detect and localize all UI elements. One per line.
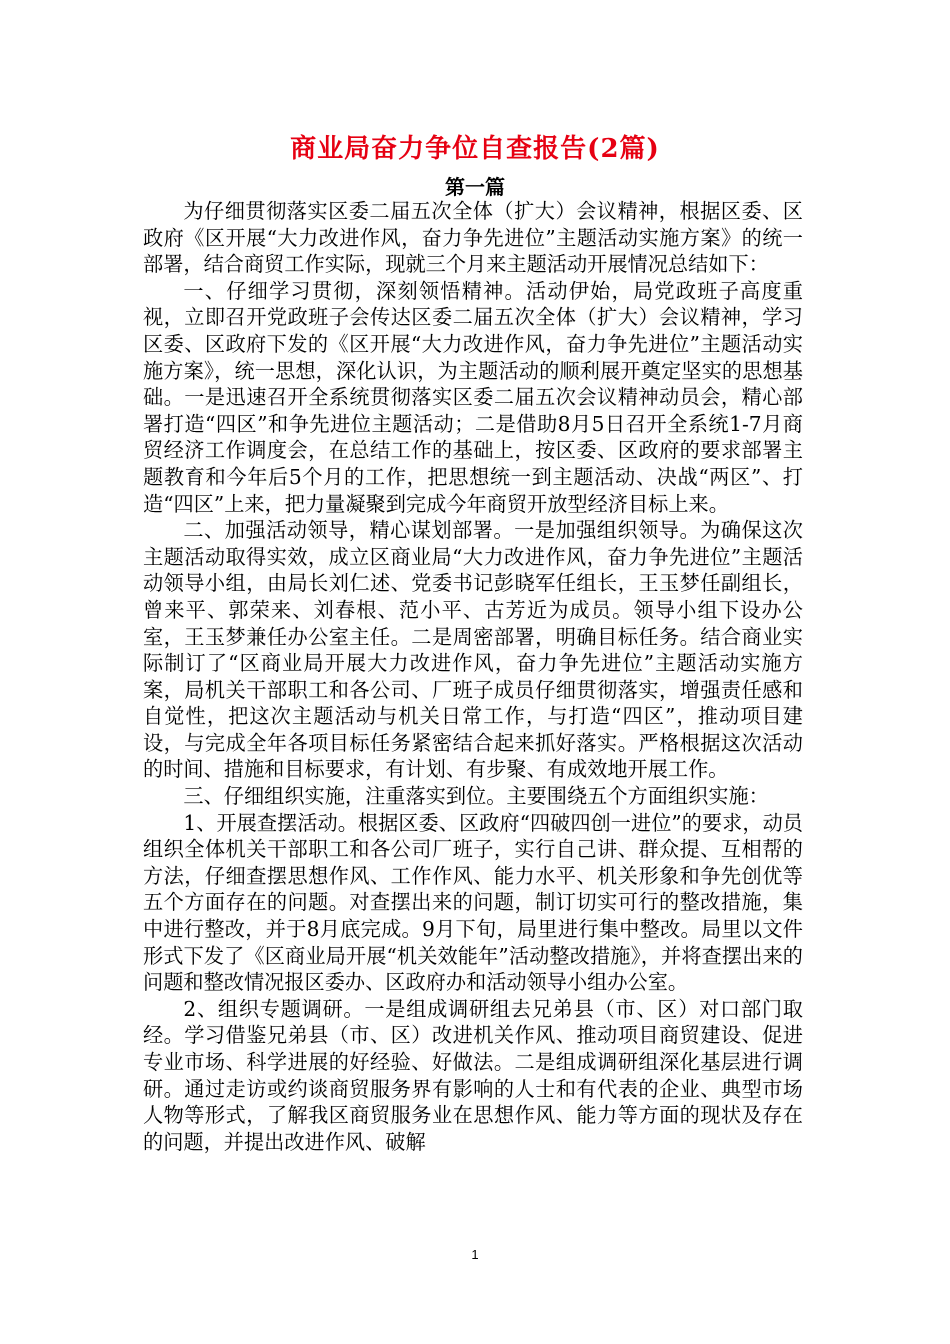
document-body [143,198,803,1155]
paragraph-leadership: 二、加强活动领导，精心谋划部署。一是加强组织领导。为确保这次主题活动取得实效，成立区商业局“大力改进作风，奋力争先进位”主题活动领导小组，由局长刘仁述、党委书记彭晓军任组长，王玉梦任副组长，曾来平、郭荣来、刘春根、范小平、古芳近为成员。领导小组下设办公室，王玉梦兼任办公室主任。二是周密部署，明确目标任务。结合商业实际制订了“区商业局开展大力改进作风，奋力争先进位”主题活动实施方案，局机关干部职工和各公司、厂班子成员仔细贯彻落实，增强责任感和自觉性，把这次主题活动与机关日常工作，与打造“四区”，推动项目建设，与完成全年各项目标任务紧密结合起来抓好落实。严格根据这次活动的时间、措施和目标要求，有计划、有步聚、有成效地开展工作。 [143,518,803,782]
paragraph-intro: 为仔细贯彻落实区委二届五次全体（扩大）会议精神，根据区委、区政府《区开展“大力改进作风，奋力争先进位”主题活动实施方案》的统一部署，结合商贸工作实际，现就三个月来主题活动开展情况总结如下： [143,199,803,277]
section-title: 第一篇 [445,175,505,199]
page-number: 1 [471,1247,479,1262]
paragraph-research: 2、组织专题调研。一是组成调研组去兄弟县（市、区）对口部门取经。学习借鉴兄弟县（市、区）改进机关作风、推动项目商贸建设、促进专业市场、科学进展的好经验、好做法。二是组成调研组深化基层进行调研。通过走访或约谈商贸服务界有影响的人士和有代表的企业、典型市场人物等形式，了解我区商贸服务业在思想作风、能力等方面的现状及存在的问题，并提出改进作风、破解 [143,996,803,1154]
document-title: 商业局奋力争位自查报告(2篇) [290,134,660,164]
paragraph-implementation: 三、仔细组织实施，注重落实到位。主要围绕五个方面组织实施： [183,784,769,809]
paragraph-study: 一、仔细学习贯彻，深刻领悟精神。活动伊始，局党政班子高度重视，立即召开党政班子会传达区委二届五次全体（扩大）会议精神，学习区委、区政府下发的《区开展“大力改进作风，奋力争先进位”主题活动实施方案》，统一思想，深化认识，为主题活动的顺利展开奠定坚实的思想基础。一是迅速召开全系统贯彻落实区委二届五次会议精神动员会，精心部署打造“四区”和争先进位主题活动；二是借助8月5日召开全系统1-7月商贸经济工作调度会，在总结工作的基础上，按区委、区政府的要求部署主题教育和今年后5个月的工作，把思想统一到主题活动、决战“两区”、打造“四区”上来，把力量凝聚到完成今年商贸开放型经济目标上来。 [143,278,803,516]
paragraph-inspection: 1、开展查摆活动。根据区委、区政府“四破四创一进位”的要求，动员组织全体机关干部职工和各公司厂班子，实行自己讲、群众提、互相帮的方法，仔细查摆思想作风、工作作风、能力水平、机关形象和争先创优等五个方面存在的问题。对查摆出来的问题，制订切实可行的整改措施，集中进行整改，并于8月底完成。9月下旬，局里进行集中整改。局里以文件形式下发了《区商业局开展“机关效能年”活动整改措施》，并将查摆出来的问题和整改情况报区委办、区政府办和活动领导小组办公室。 [143,810,803,995]
